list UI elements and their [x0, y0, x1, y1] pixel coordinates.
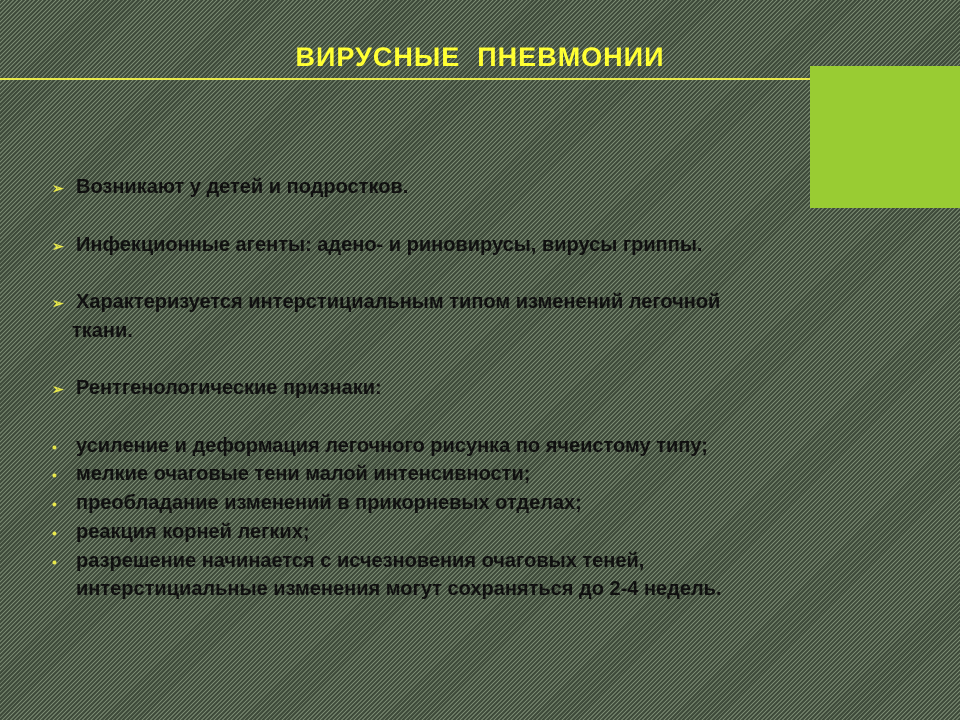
arrow-bullet-icon: ➢ — [52, 381, 64, 397]
list-item — [52, 234, 702, 257]
list-item-text: Рентгенологические признаки: — [76, 377, 382, 399]
sign-item — [52, 550, 644, 573]
list-item — [52, 291, 720, 314]
sign-item — [52, 521, 310, 544]
sign-item-text: мелкие очаговые тени малой интенсивности; — [76, 463, 531, 485]
sign-item-text: разрешение начинается с исчезновения очаговых теней, — [76, 550, 645, 572]
sign-item-text: преобладание изменений в прикорневых отделах; — [76, 492, 582, 514]
list-item — [52, 176, 408, 199]
list-item-text: Инфекционные агенты: адено- и риновирусы, вирусы гриппы. — [76, 234, 703, 256]
arrow-bullet-icon: ➢ — [52, 238, 64, 254]
dot-bullet-icon: • — [52, 467, 57, 483]
sign-item — [52, 492, 582, 515]
dot-bullet-icon: • — [52, 554, 57, 570]
dot-bullet-icon: • — [52, 525, 57, 541]
list-item-text: Характеризуется интерстициальным типом изменений легочной — [76, 291, 721, 313]
list-item-text: Возникают у детей и подростков. — [76, 176, 409, 198]
dot-bullet-icon: • — [52, 496, 57, 512]
sign-item-continuation: интерстициальные изменения могут сохраняться до 2-4 недель. — [76, 578, 722, 600]
accent-block — [810, 66, 960, 208]
arrow-bullet-icon: ➢ — [52, 295, 64, 311]
slide-title: ВИРУСНЫЕ ПНЕВМОНИИ — [295, 42, 665, 72]
sign-item-text: реакция корней легких; — [76, 521, 310, 543]
sign-item-text: усиление и деформация легочного рисунка по ячеистому типу; — [76, 435, 708, 457]
sign-item — [52, 435, 708, 458]
list-item — [52, 377, 382, 400]
arrow-bullet-icon: ➢ — [52, 180, 64, 196]
list-item-continuation: ткани. — [72, 320, 133, 342]
dot-bullet-icon: • — [52, 439, 57, 455]
sign-item — [52, 463, 530, 486]
